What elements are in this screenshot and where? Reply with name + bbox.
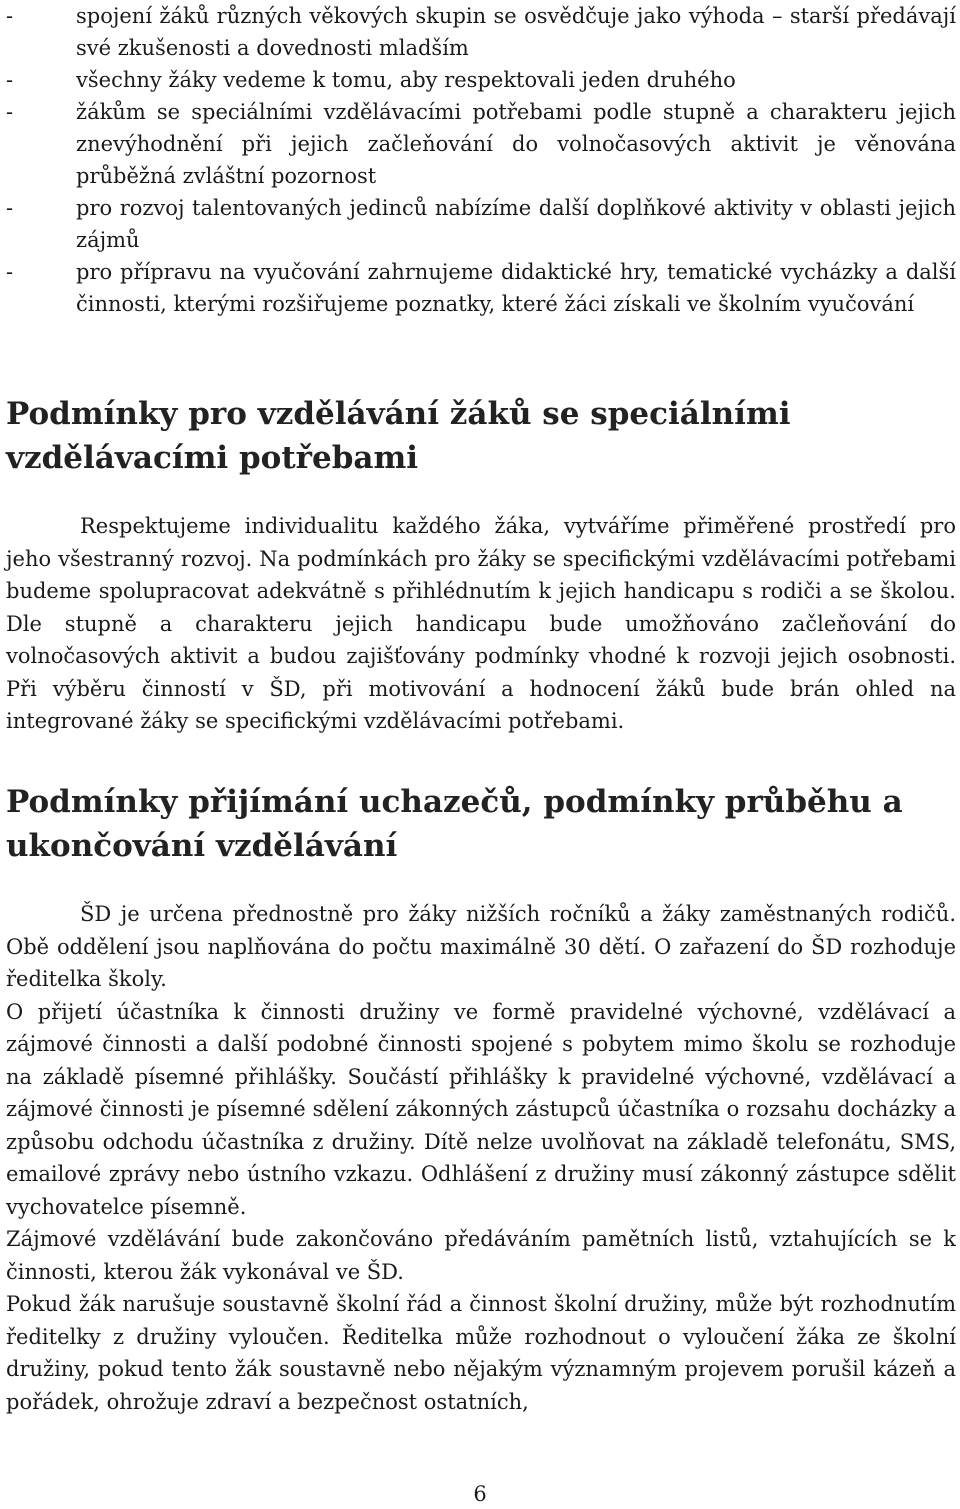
- paragraph: Respektujeme individualitu každého žáka, vytváříme přiměřené prostředí pro jeho všestranný rozvoj. Na podmínkách pro žáky se specifickými vzdělávacími potřebami budeme spolupracovat adekvátně s přihlédnutím k jejich handicapu s rodiči a se školou. Dle stupně a charakteru jejich handicapu bude umožňováno začleňování do volnočasových aktivit a budou zajišťovány podmínky vhodné k rozvoji jejich osobnosti. Při výběru činností v ŠD, při motivování a hodnocení žáků bude brán ohled na integrované žáky se specifickými vzdělávacími potřebami.: [6, 514, 956, 733]
- bullet-dash: -: [6, 4, 14, 28]
- list-item: [6, 64, 956, 96]
- bullet-text: žákům se speciálními vzdělávacími potřebami podle stupně a charakteru jejich znevýhodnění při jejich začleňování do volnočasových aktivit je věnována průběžná zvláštní pozornost: [76, 100, 956, 188]
- list-item: [6, 256, 956, 320]
- bullet-list: [6, 0, 956, 320]
- bullet-text: všechny žáky vedeme k tomu, aby respektovali jeden druhého: [76, 68, 736, 92]
- section-heading-special-needs: Podmínky pro vzdělávání žáků se speciálními vzdělávacími potřebami: [6, 396, 791, 476]
- bullet-text: spojení žáků různých věkových skupin se osvědčuje jako výhoda – starší předávají své zkušenosti a dovednosti mladším: [76, 4, 956, 60]
- page-number: 6: [473, 1482, 487, 1506]
- paragraph: Zájmové vzdělávání bude zakončováno předáváním pamětních listů, vztahujících se k činnosti, kterou žák vykonával ve ŠD.: [6, 1227, 956, 1284]
- list-item: [6, 192, 956, 256]
- bullet-dash: -: [6, 196, 14, 220]
- section-heading-admission: Podmínky přijímání uchazečů, podmínky průběhu a ukončování vzdělávání: [6, 784, 903, 864]
- bullet-text: pro rozvoj talentovaných jedinců nabízíme další doplňkové aktivity v oblasti jejich zájmů: [76, 196, 956, 252]
- list-item: [6, 96, 956, 192]
- section-body-admission: [6, 898, 956, 1418]
- bullet-dash: -: [6, 100, 14, 124]
- paragraph: Pokud žák narušuje soustavně školní řád a činnost školní družiny, může být rozhodnutím ředitelky z družiny vyloučen. Ředitelka může rozhodnout o vyloučení žáka ze školní družiny, pokud tento žák soustavně nebo nějakým významným projevem porušil kázeň a pořádek, ohrožuje zdraví a bezpečnost ostatních,: [6, 1292, 956, 1414]
- paragraph: O přijetí účastníka k činnosti družiny ve formě pravidelné výchovné, vzdělávací a zájmové činnosti a další podobné činnosti spojené s pobytem mimo školu se rozhoduje na základě písemné přihlášky. Součástí přihlášky k pravidelné výchovné, vzdělávací a zájmové činnosti je písemné sdělení zákonných zástupců účastníka o rozsahu docházky a způsobu odchodu účastníka z družiny. Dítě nelze uvolňovat na základě telefonátu, SMS, emailové zprávy nebo ústního vzkazu. Odhlášení z družiny musí zákonný zástupce sdělit vychovatelce písemně.: [6, 999, 956, 1219]
- section-body-special-needs: [6, 510, 956, 738]
- bullet-dash: -: [6, 68, 14, 92]
- paragraph: ŠD je určena přednostně pro žáky nižších ročníků a žáky zaměstnaných rodičů. Obě oddělení jsou naplňována do počtu maximálně 30 dětí. O zařazení do ŠD rozhoduje ředitelka školy.: [6, 902, 956, 991]
- bullet-text: pro přípravu na vyučování zahrnujeme didaktické hry, tematické vycházky a další činnosti, kterými rozšiřujeme poznatky, které žáci získali ve školním vyučování: [76, 260, 956, 316]
- list-item: [6, 0, 956, 64]
- bullet-dash: -: [6, 260, 14, 284]
